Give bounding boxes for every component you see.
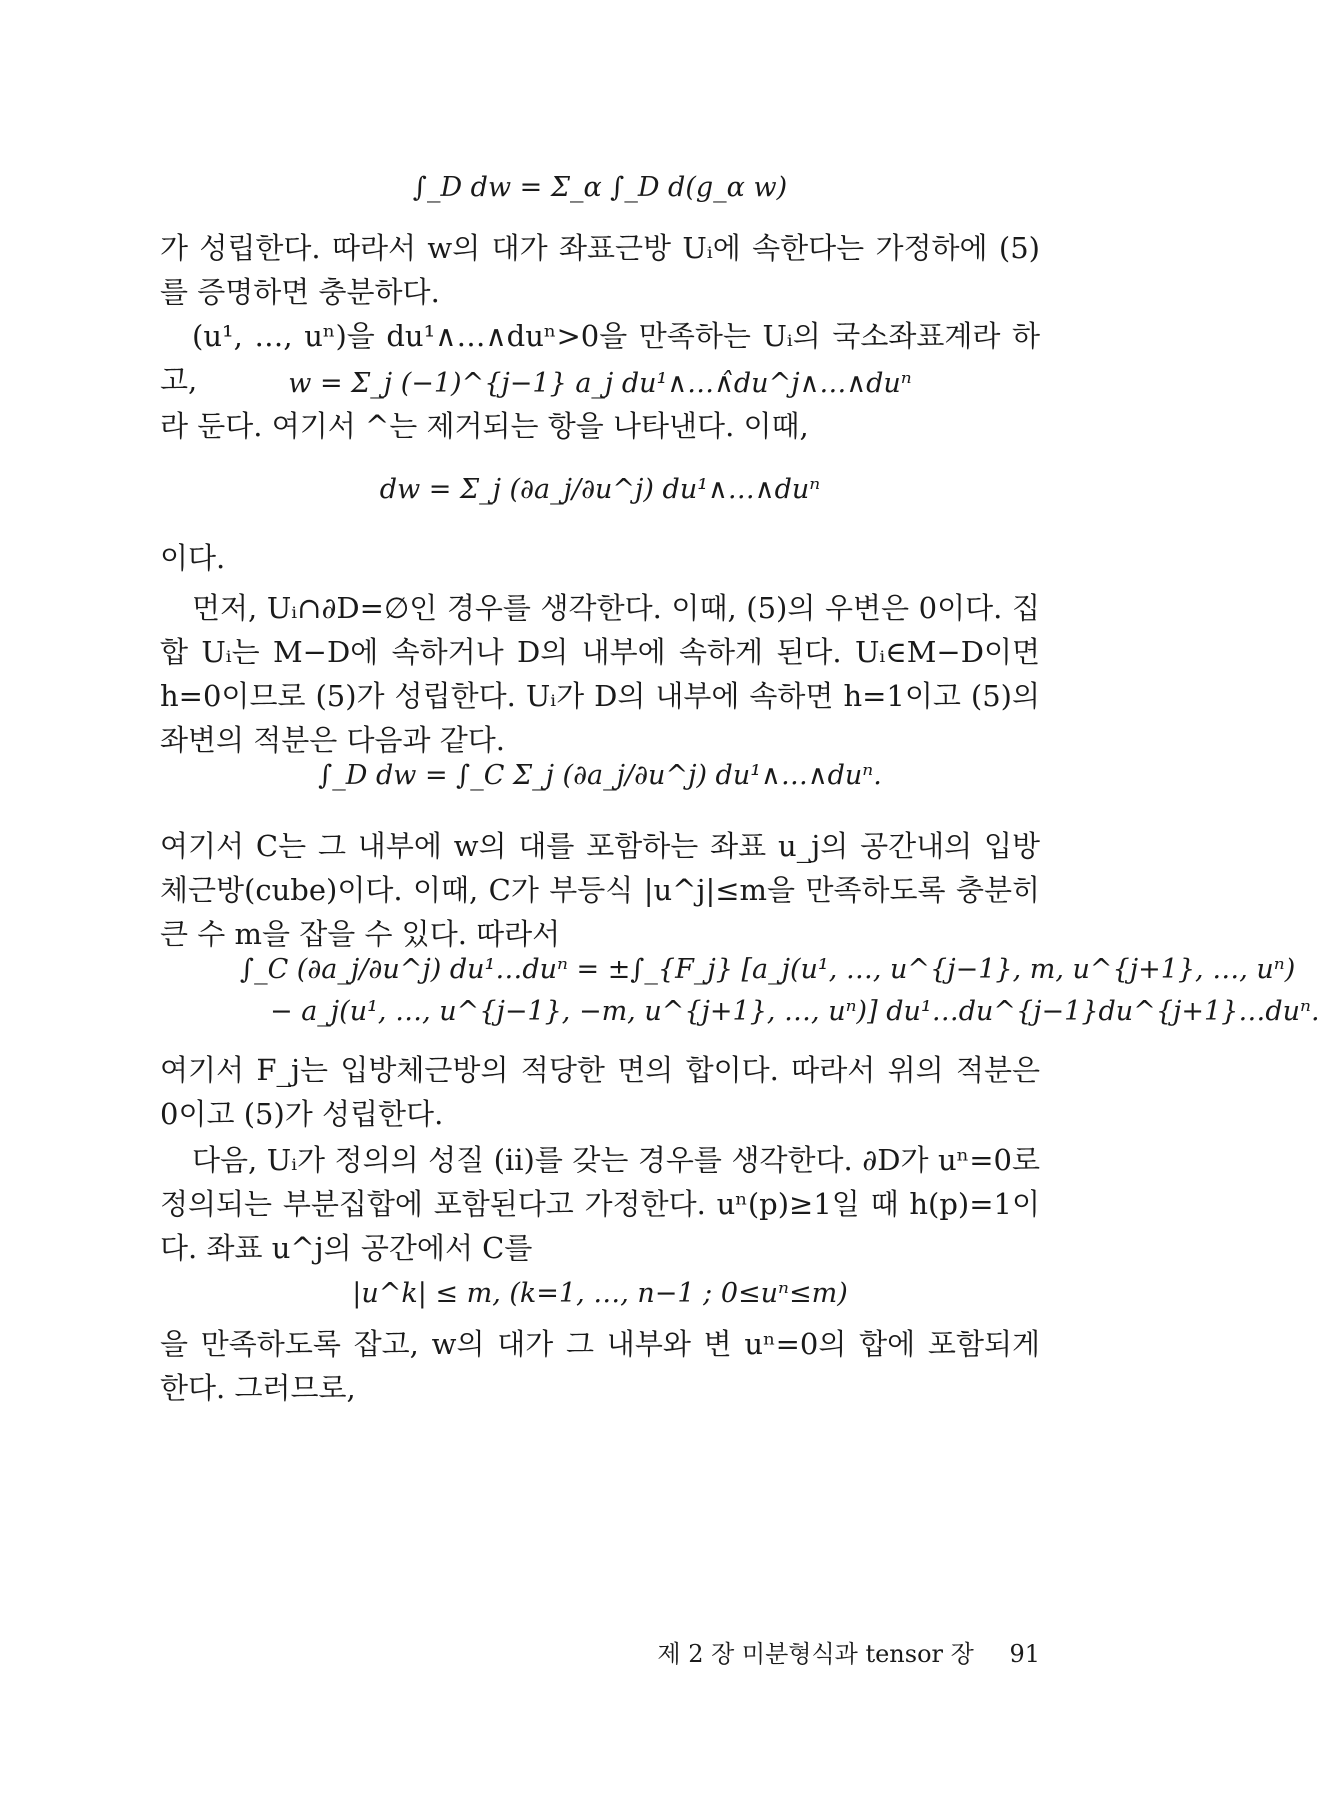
paragraph-4 [160,536,1040,580]
paragraph-7 [160,1048,1040,1136]
paragraph-1 [160,226,1040,314]
paragraph-4-text: 이다. [160,541,226,575]
paragraph-3-text: 라 둔다. 여기서 ^는 제거되는 항을 나타낸다. 이때, [160,409,809,443]
equation-w-sum: w = Σ_j (−1)^{j−1} a_j du¹∧…∧̂du^j∧…∧duⁿ [288,368,912,399]
paragraph-3 [160,404,1040,448]
paragraph-5 [160,586,1040,762]
paragraph-1-text: 가 성립한다. 따라서 w의 대가 좌표근방 Uᵢ에 속한다는 가정하에 (5)를 증명하면 충분하다. [160,231,1040,309]
paragraph-6 [160,824,1040,956]
paragraph-7-text: 여기서 F_j는 입방체근방의 적당한 면의 합이다. 따라서 위의 적분은 0이고 (5)가 성립한다. [160,1053,1040,1131]
running-footer [560,1638,1040,1670]
chapter-title: 제 2 장 미분형식과 tensor 장 [657,1640,974,1668]
paragraph-8 [160,1138,1040,1270]
paragraph-2-text: (u¹, …, uⁿ)을 du¹∧…∧duⁿ>0을 만족하는 Uᵢ의 국소좌표계라 하고, [160,319,1040,397]
equation-dw-sum: dw = Σ_j (∂a_j/∂u^j) du¹∧…∧duⁿ [379,474,821,505]
equation-cube-bounds: |u^k| ≤ m, (k=1, …, n−1 ; 0≤uⁿ≤m) [352,1278,848,1309]
page-number: 91 [1009,1640,1040,1668]
equation-face-integral-line2: − a_j(u¹, …, u^{j−1}, −m, u^{j+1}, …, uⁿ)] du¹…du^{j−1}du^{j+1}…duⁿ. [270,996,1320,1027]
paragraph-6-text: 여기서 C는 그 내부에 w의 대를 포함하는 좌표 u_j의 공간내의 입방체근방(cube)이다. 이때, C가 부등식 |u^j|≤m을 만족하도록 충분히 큰 수 m을 잡을 수 있다. 따라서 [160,829,1040,951]
equation-face-integral-line1: ∫_C (∂a_j/∂u^j) du¹…duⁿ = ±∫_{F_j} [a_j(u¹, …, u^{j−1}, m, u^{j+1}, …, uⁿ) [240,954,1296,985]
paragraph-5-text: 먼저, Uᵢ∩∂D=∅인 경우를 생각한다. 이때, (5)의 우변은 0이다. 집합 Uᵢ는 M−D에 속하거나 D의 내부에 속하게 된다. Uᵢ∈M−D이면 h=0이므로 (5)가 성립한다. Uᵢ가 D의 내부에 속하면 h=1이고 (5)의 좌변의 적분은 다음과 같다. [160,591,1040,757]
paragraph-8-text: 다음, Uᵢ가 정의의 성질 (ii)를 갖는 경우를 생각한다. ∂D가 uⁿ=0로 정의되는 부분집합에 포함된다고 가정한다. uⁿ(p)≥1일 때 h(p)=1이다. 좌표 u^j의 공간에서 C를 [160,1143,1040,1265]
paragraph-9 [160,1322,1040,1410]
equation-integral-dw: ∫_D dw = Σ_α ∫_D d(g_α w) [412,172,788,203]
paragraph-9-text: 을 만족하도록 잡고, w의 대가 그 내부와 변 uⁿ=0의 합에 포함되게 한다. 그러므로, [160,1327,1040,1405]
equation-integral-cube: ∫_D dw = ∫_C Σ_j (∂a_j/∂u^j) du¹∧…∧duⁿ. [318,760,882,791]
